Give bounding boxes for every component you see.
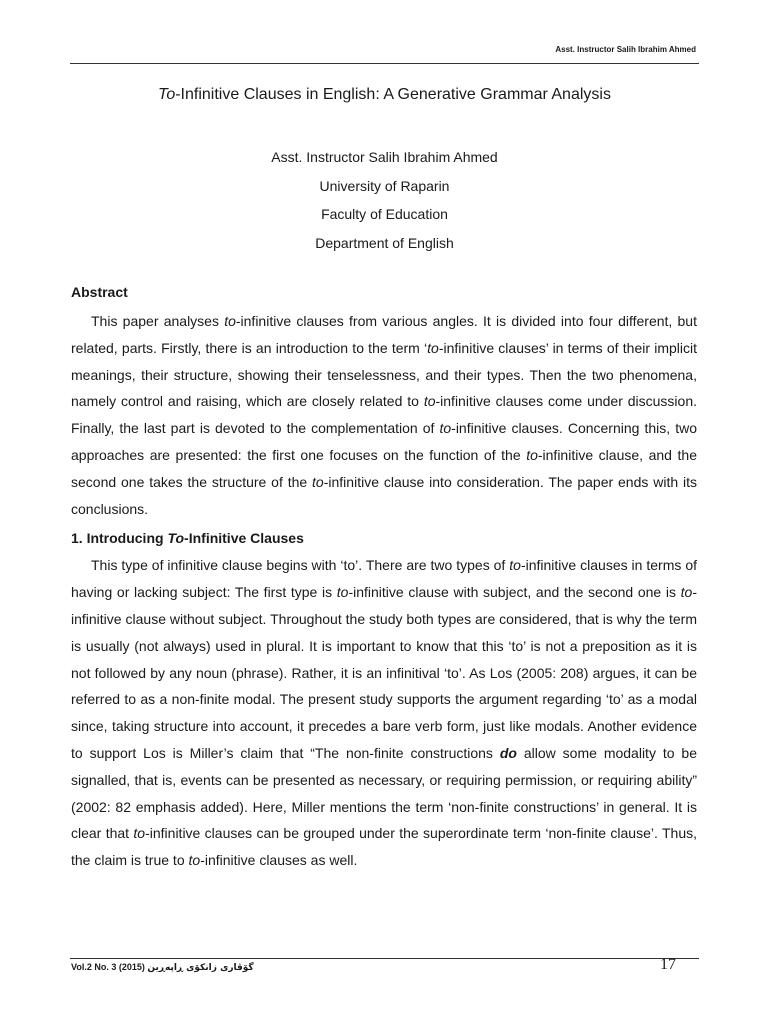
abstract-paragraph: This paper analyses to-infinitive clauses from various angles. It is divided into four different, but related, parts. Firstly, there is an introduction to the term ‘to-infinitive clauses’ in terms of their implicit meanings, their structure, showing their tenselessness, and their types. Then the two phenomena, namely control and raising, which are closely related to to-infinitive clauses come under discussion. Finally, the last part is devoted to the complementation of to-infinitive clauses. Concerning this, two approaches are presented: the first one focuses on the function of the to-infinitive clause, and the second one takes the structure of the to-infinitive clause into consideration. The paper ends with its conclusions. (71, 313, 697, 517)
running-header-author: Asst. Instructor Salih Ibrahim Ahmed (555, 45, 696, 54)
header-rule (70, 63, 699, 64)
affiliation-university: University of Raparin (319, 177, 450, 194)
paper-title-rest: -Infinitive Clauses in English: A Generative Grammar Analysis (175, 86, 611, 103)
page-number: 17 (660, 956, 676, 973)
section-1-paragraph: This type of infinitive clause begins with ‘to’. There are two types of to-infinitive clauses in terms of having or lacking subject: The first type is to-infinitive clause with subject, and the second one is to-infinitive clause without subject. Throughout the study both types are considered, that is why the term is usually (not always) used in plural. It is important to know that this ‘to’ is not a preposition as it is not followed by any noun (phrase). Rather, it is an infinitival ‘to’. As Los (2005: 208) argues, it can be referred to as a non-finite modal. The present study supports the argument regarding ‘to’ as a modal since, taking structure into account, it precedes a bare verb form, just like modals. Another evidence to support Los is Miller’s claim that “The non-finite constructions do allow some modality to be signalled, that is, events can be presented as necessary, or requiring permission, or requiring ability” (2002: 82 emphasis added). Here, Miller mentions the term ‘non-finite constructions’ in general. It is clear that to-infinitive clauses can be grouped under the superordinate term ‘non-finite clause’. Thus, the claim is true to to-infinitive clauses as well. (71, 557, 698, 869)
affiliation-department: Department of English (315, 234, 454, 251)
abstract-heading: Abstract (71, 284, 128, 300)
paper-title (70, 86, 699, 104)
paper-title-italic: To (158, 86, 176, 103)
affiliation-faculty: Faculty of Education (321, 206, 448, 222)
affiliation-author: Asst. Instructor Salih Ibrahim Ahmed (271, 149, 498, 165)
section-1-heading: 1. Introducing To-Infinitive Clauses (71, 530, 304, 547)
footer-journal-name: گۆڤاری زانکۆی ڕاپەڕین (147, 963, 254, 973)
main-content (71, 282, 697, 874)
footer-volume: Vol.2 No. 3 (2015) گۆڤاری زانکۆی ڕاپەڕین (71, 962, 254, 973)
footer-rule (70, 958, 699, 959)
affiliation-block (70, 143, 699, 257)
